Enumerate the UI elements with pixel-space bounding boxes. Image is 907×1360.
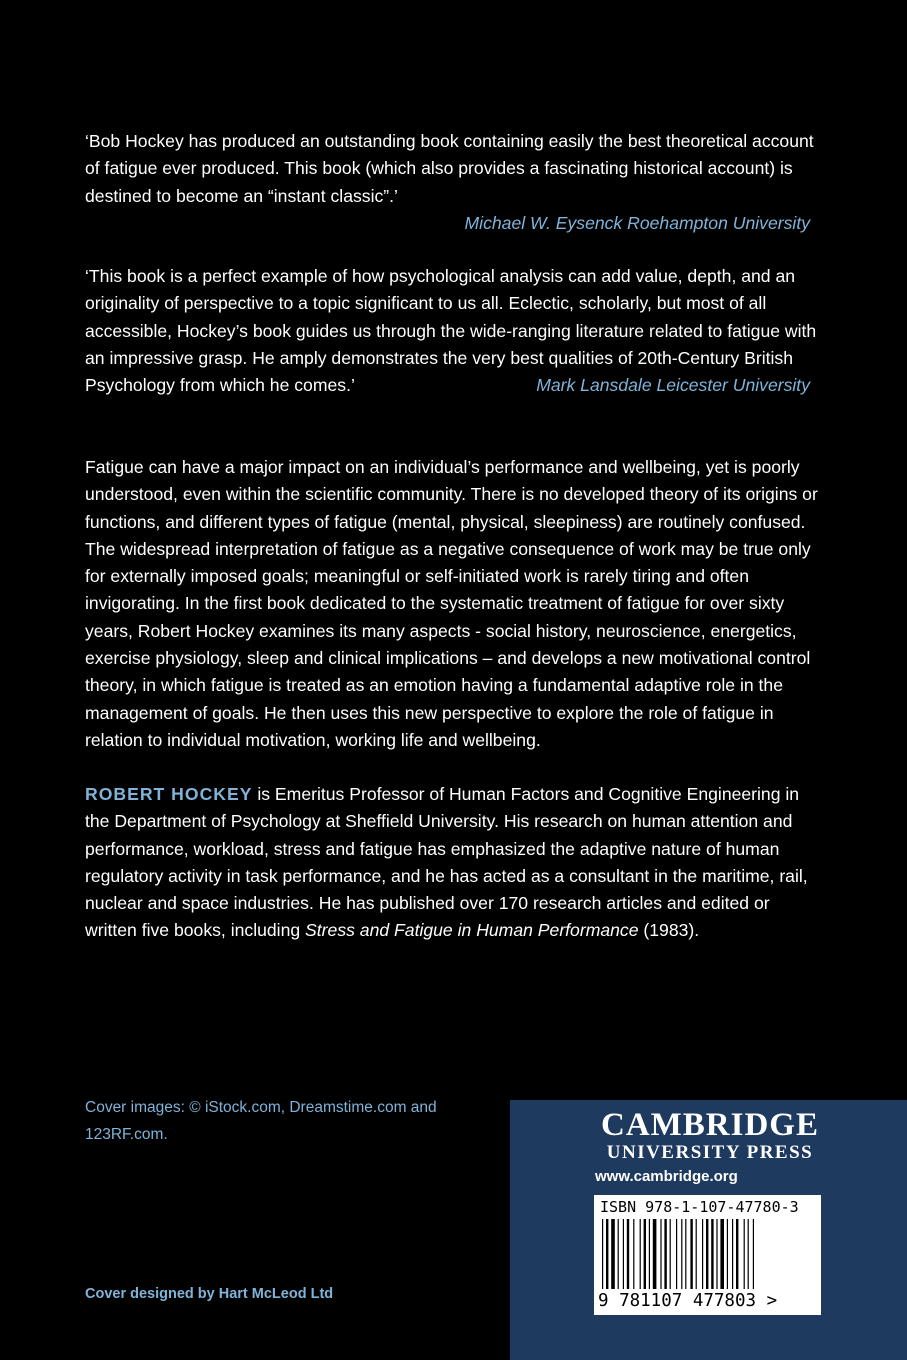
author-name: ROBERT HOCKEY xyxy=(85,784,253,804)
book-title: Stress and Fatigue in Human Performance xyxy=(305,920,639,941)
bio-text: is Emeritus Professor of Human Factors and Cognitive Engineering in the Department of Psychology at Sheffield University. His research on human attention and performance, workload, stress and fatigue has emphasized the adaptive nature of human regulatory activity in task performance, and he has acted as a consultant in the maritime, rail, nuclear and space industries. He has published over 170 research articles and edited or written five books, including xyxy=(85,784,808,941)
isbn-label: ISBN 978-1-107-47780-3 xyxy=(600,1198,799,1216)
quote-text: ‘Bob Hockey has produced an outstanding book containing easily the best theoretical account of fatigue ever produced. This book (which also provides a fascinating historical account) is destined to become an “instant classic”.’ xyxy=(85,131,814,206)
book-year: (1983). xyxy=(638,920,700,941)
publisher-name: CAMBRIDGE xyxy=(600,1107,819,1143)
publisher-website: www.cambridge.org xyxy=(595,1168,738,1185)
quote-attribution: Michael W. Eysenck Roehampton University xyxy=(464,212,810,233)
cover-designer-credit: Cover designed by Hart McLeod Ltd xyxy=(85,1286,334,1302)
cover-image-credit: Cover images: © iStock.com, Dreamstime.com and 123RF.com. xyxy=(85,1099,437,1143)
quote-eysenck xyxy=(85,128,825,237)
quote-text: ‘This book is a perfect example of how psychological analysis can add value, depth, and an originality of perspective to a topic significant to us all. Eclectic, scholarly, but most of all accessible, Hockey’s book guides us through the wide-ranging literature related to fatigue with an impressive grasp. He amply demonstrates the very best qualities of 20th-Century British Psychology from which he comes.’ xyxy=(85,266,817,396)
book-description: Fatigue can have a major impact on an individual’s performance and wellbeing, yet is poorly understood, even within the scientific community. There is no developed theory of its origins or functions, and different types of fatigue (mental, physical, sleepiness) are routinely confused. The widespread interpretation of fatigue as a negative consequence of work may be true only for externally imposed goals; meaningful or self-initiated work is rarely tiring and often invigorating. In the first book dedicated to the systematic treatment of fatigue for over sixty years, Robert Hockey examines its many aspects - social history, neuroscience, energetics, exercise physiology, sleep and clinical implications – and develops a new motivational control theory, in which fatigue is treated as an emotion having a fundamental adaptive role in the management of goals. He then uses this new perspective to explore the role of fatigue in relation to individual motivation, working life and wellbeing. xyxy=(85,457,818,750)
publisher-logo xyxy=(595,1108,825,1164)
quote-lansdale xyxy=(85,263,825,399)
quote-attribution: Mark Lansdale Leicester University xyxy=(536,375,810,396)
barcode-block xyxy=(594,1195,821,1315)
publisher-panel xyxy=(510,1100,907,1360)
publisher-subname: UNIVERSITY PRESS xyxy=(606,1142,814,1163)
barcode-icon xyxy=(602,1219,796,1289)
barcode-digits: 9 781107 477803 > xyxy=(598,1291,778,1311)
author-bio xyxy=(85,781,825,945)
